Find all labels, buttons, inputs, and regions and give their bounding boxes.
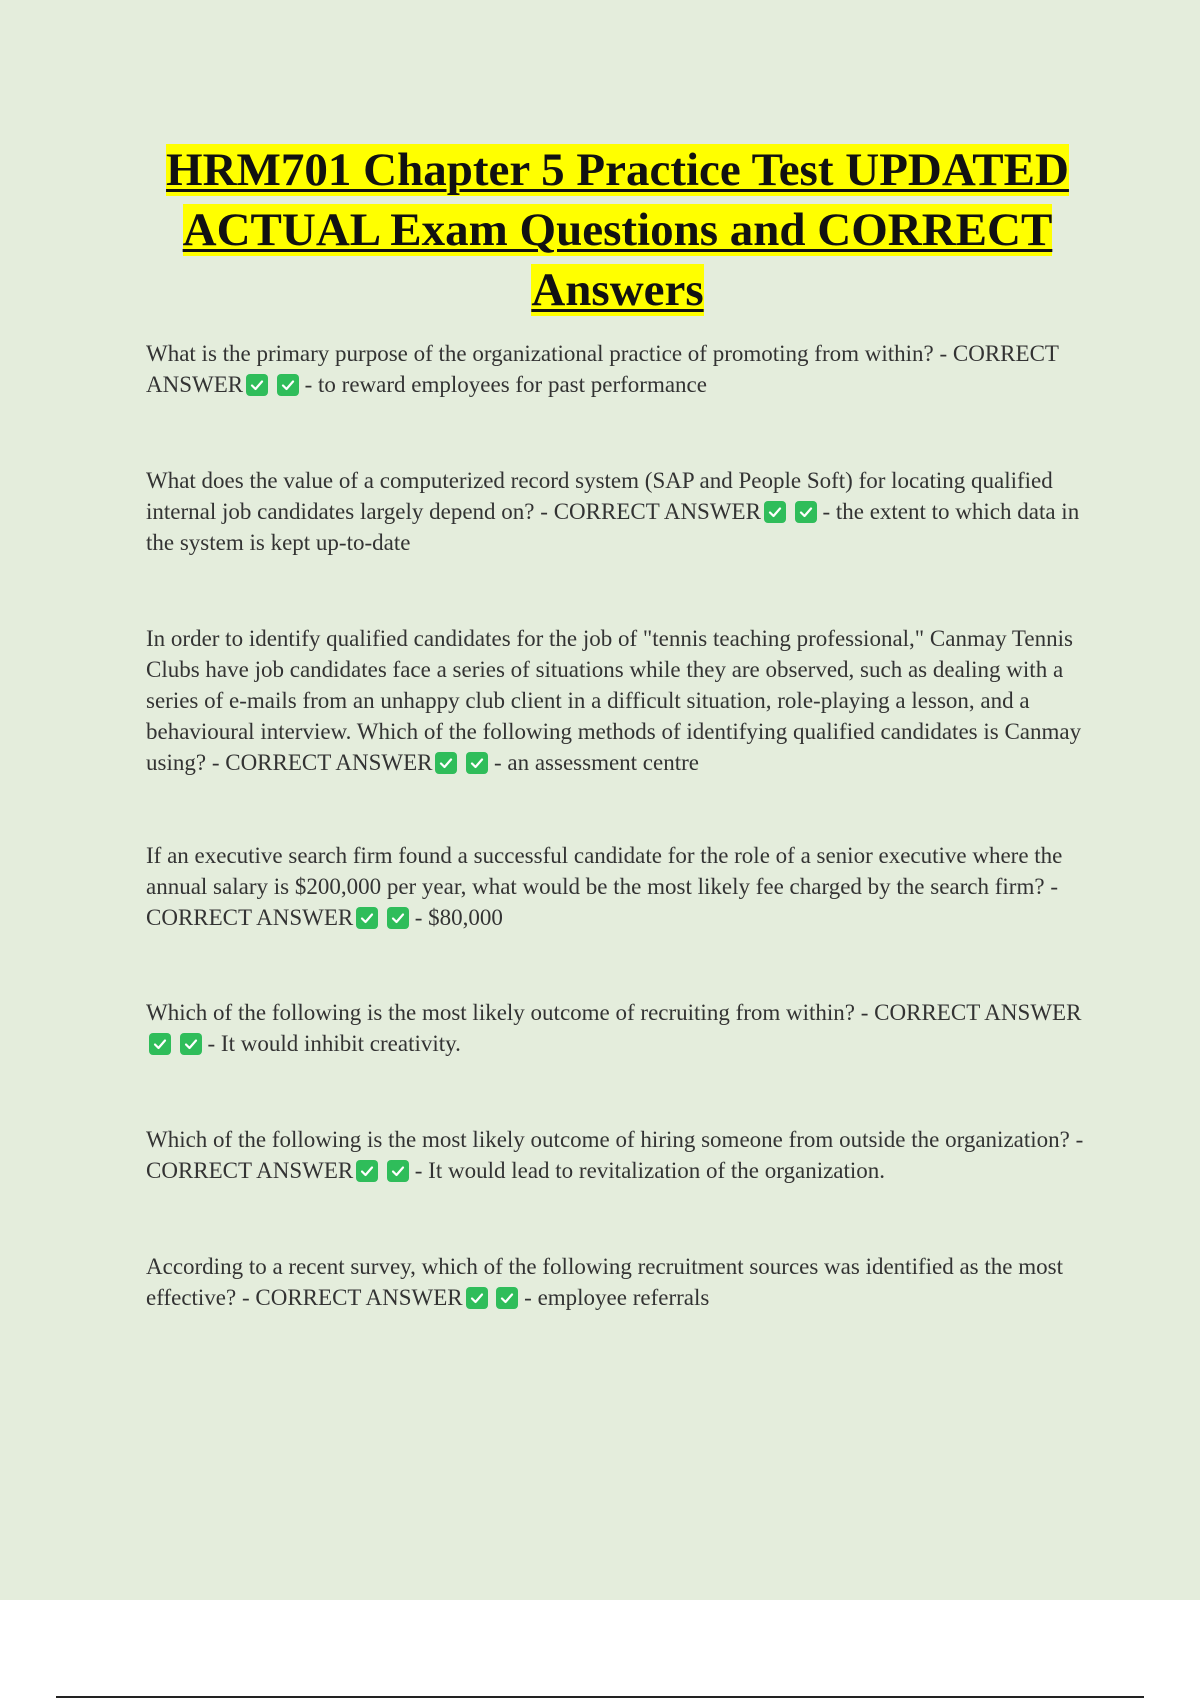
check-mark-icon xyxy=(795,501,817,523)
check-mark-icon xyxy=(246,374,268,396)
answer-prefix: - CORRECT ANSWER xyxy=(241,1285,463,1310)
document-title-text: HRM701 Chapter 5 Practice Test UPDATED ACTUAL Exam Questions and CORRECT Answers xyxy=(166,144,1069,316)
answer-prefix: - CORRECT ANSWER xyxy=(146,1127,1084,1183)
question-text: According to a recent survey, which of the following recruitment sources was identified as the most effective? xyxy=(146,1254,1063,1310)
check-mark-icon xyxy=(277,374,299,396)
answer-text: $80,000 xyxy=(428,905,503,930)
check-mark-icon xyxy=(356,1160,378,1182)
qa-item: According to a recent survey, which of the following recruitment sources was identified as the most effective? - CORRECT ANSWER - employee referrals xyxy=(146,1254,1063,1310)
question-text: If an executive search firm found a successful candidate for the role of a senior executive where the annual salary is $200,000 per year, what would be the most likely fee charged by the search firm? xyxy=(146,843,1063,899)
answer-text: the extent to which data in the system is kept up-to-date xyxy=(146,499,1080,555)
answer-text: It would inhibit creativity. xyxy=(220,1031,461,1056)
qa-item: Which of the following is the most likely outcome of hiring someone from outside the organization? - CORRECT ANSWER - It would lead to revitalization of the organization. xyxy=(146,1127,1084,1183)
check-mark-icon xyxy=(149,1033,171,1055)
question-text: What does the value of a computerized record system (SAP and People Soft) for locating qualified internal job candidates largely depend on? xyxy=(146,468,1053,524)
answer-prefix: - CORRECT ANSWER xyxy=(540,499,761,524)
qa-item: What is the primary purpose of the organizational practice of promoting from within? - CORRECT ANSWER - to reward employees for past performance xyxy=(146,341,1059,397)
answer-prefix: - CORRECT ANSWER xyxy=(146,874,1058,930)
check-mark-icon xyxy=(387,1160,409,1182)
answer-text: employee referrals xyxy=(537,1285,710,1310)
answer-prefix: - CORRECT ANSWER xyxy=(146,341,1059,397)
qa-item: If an executive search firm found a successful candidate for the role of a senior executive where the annual salary is $200,000 per year, what would be the most likely fee charged by the search firm? - CORRECT ANSWER - $80,000 xyxy=(146,843,1063,930)
question-text: Which of the following is the most likely outcome of recruiting from within? xyxy=(146,1000,856,1025)
question-text: What is the primary purpose of the organizational practice of promoting from within? xyxy=(146,341,934,366)
footer-divider xyxy=(56,1696,1144,1698)
document-title xyxy=(100,140,1135,320)
qa-item: Which of the following is the most likely outcome of recruiting from within? - CORRECT ANSWER - It would inhibit creativity. xyxy=(146,1000,1082,1056)
check-mark-icon xyxy=(764,501,786,523)
check-mark-icon xyxy=(356,907,378,929)
check-mark-icon xyxy=(496,1287,518,1309)
qa-item: In order to identify qualified candidates for the job of "tennis teaching professional," Canmay Tennis Clubs have job candidates face a series of situations while they are observed, such as dealing with a series of e-mails from an unhappy club client in a difficult situation, role-playing a lesson, and a behavioural interview. Which of the following methods of identifying qualified candidates is Canmay using? - CORRECT ANSWER - an assessment centre xyxy=(146,626,1082,775)
question-text: In order to identify qualified candidates for the job of "tennis teaching professional," Canmay Tennis Clubs have job candidates face a series of situations while they are observed, such as dealing with a series of e-mails from an unhappy club client in a difficult situation, role-playing a lesson, and a behavioural interview. Which of the following methods of identifying qualified candidates is Canmay using? xyxy=(146,626,1082,775)
check-mark-icon xyxy=(435,752,457,774)
check-mark-icon xyxy=(466,752,488,774)
check-mark-icon xyxy=(180,1033,202,1055)
answer-prefix: - CORRECT ANSWER xyxy=(211,750,433,775)
check-mark-icon xyxy=(466,1287,488,1309)
answer-text: to reward employees for past performance xyxy=(318,372,707,397)
answer-text: an assessment centre xyxy=(507,750,699,775)
check-mark-icon xyxy=(387,907,409,929)
answer-prefix: - CORRECT ANSWER xyxy=(860,1000,1082,1025)
answer-text: It would lead to revitalization of the organization. xyxy=(428,1158,886,1183)
qa-item: What does the value of a computerized record system (SAP and People Soft) for locating qualified internal job candidates largely depend on? - CORRECT ANSWER - the extent to which data in the system is kept up-to-date xyxy=(146,468,1080,555)
question-text: Which of the following is the most likely outcome of hiring someone from outside the organization? xyxy=(146,1127,1070,1152)
